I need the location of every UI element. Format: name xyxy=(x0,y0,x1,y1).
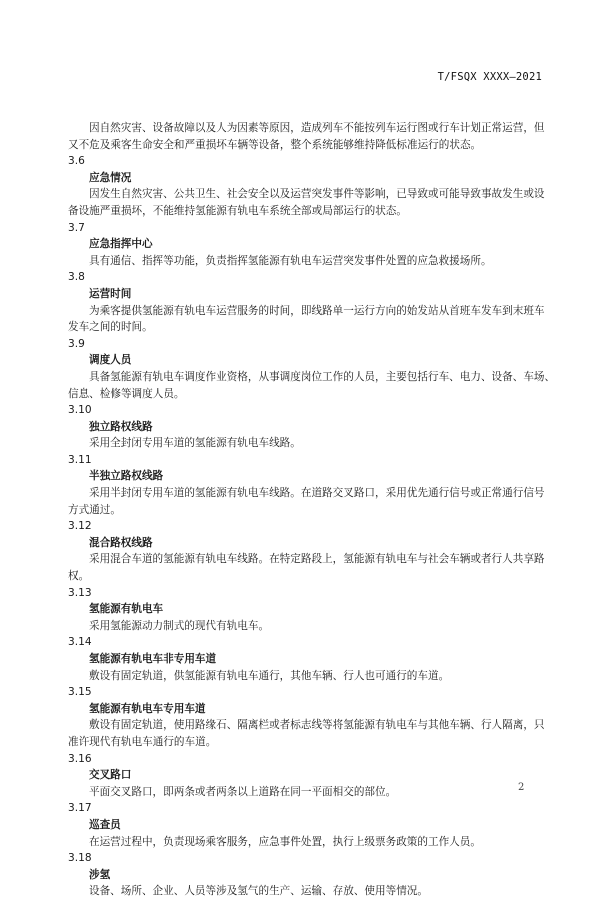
standard-code: T/FSQX XXXX—2021 xyxy=(437,71,542,83)
entry-definition-line: 设备、场所、企业、人员等涉及氢气的生产、运输、存放、使用等情况。 xyxy=(89,885,428,898)
entry-term: 运营时间 xyxy=(89,287,132,300)
entry-term: 交叉路口 xyxy=(89,769,132,782)
entry-number: 3.18 xyxy=(68,852,92,865)
entry-definition-line: 准许现代有轨电车通行的车道。 xyxy=(68,735,217,748)
entry-term: 应急情况 xyxy=(89,171,132,184)
entry-definition-line: 采用半封闭专用车道的氢能源有轨电车线路。在道路交叉路口，采用优先通行信号或正常通行信号 xyxy=(89,487,545,500)
entry-term: 混合路权线路 xyxy=(89,536,153,549)
entry-3-12 xyxy=(68,518,544,584)
entry-definition-line: 敷设有固定轨道，供氢能源有轨电车通行，其他车辆、行人也可通行的车道。 xyxy=(89,669,450,682)
entry-term: 涉氢 xyxy=(89,868,111,881)
entry-definition-line: 具有通信、指挥等功能，负责指挥氢能源有轨电车运营突发事件处置的应急救援场所。 xyxy=(89,254,492,267)
entry-term: 调度人员 xyxy=(89,354,132,367)
entry-term: 半独立路权线路 xyxy=(89,470,164,483)
intro-line: 因自然灾害、设备故障以及人为因素等原因，造成列车不能按列车运行图或行车计划正常运营，但 xyxy=(89,122,545,134)
entry-3-6 xyxy=(68,153,544,219)
entry-definition-line: 为乘客提供氢能源有轨电车运营服务的时间，即线路单一运行方向的始发站从首班车发车到末班车 xyxy=(89,304,545,317)
entry-number: 3.9 xyxy=(68,337,85,350)
entry-term: 氢能源有轨电车专用车道 xyxy=(89,702,206,715)
entry-term: 氢能源有轨电车 xyxy=(89,603,164,616)
entry-number: 3.7 xyxy=(68,221,85,234)
entry-term: 巡查员 xyxy=(89,818,121,831)
entry-number: 3.14 xyxy=(68,636,92,649)
entry-definition-line: 采用混合车道的氢能源有轨电车线路。在特定路段上，氢能源有轨电车与社会车辆或者行人共享路 xyxy=(89,553,545,566)
entry-number: 3.6 xyxy=(68,155,85,168)
entry-definition-line: 发车之间的时间。 xyxy=(68,321,153,334)
entry-term: 独立路权线路 xyxy=(89,420,153,433)
entry-definition-line: 备设施严重损坏，不能维持氢能源有轨电车系统全部或局部运行的状态。 xyxy=(68,204,407,217)
entry-3-10 xyxy=(68,402,544,452)
entry-definition-line: 具备氢能源有轨电车调度作业资格，从事调度岗位工作的人员，主要包括行车、电力、设备、车场、 xyxy=(89,370,556,383)
entry-definition-line: 因发生自然灾害、公共卫生、社会安全以及运营突发事件等影响，已导致或可能导致事故发生或设 xyxy=(89,188,545,201)
entry-definition-line: 采用全封闭专用车道的氢能源有轨电车线路。 xyxy=(89,437,301,450)
entry-number: 3.15 xyxy=(68,686,92,699)
entry-3-14 xyxy=(68,634,544,684)
entry-number: 3.16 xyxy=(68,752,92,765)
entry-number: 3.17 xyxy=(68,802,92,815)
entry-3-7 xyxy=(68,220,544,270)
entry-3-13 xyxy=(68,585,544,635)
entry-definition-line: 方式通过。 xyxy=(68,503,121,516)
page-number: 2 xyxy=(518,782,525,793)
entry-3-16 xyxy=(68,751,544,801)
document-body xyxy=(68,120,556,900)
entry-3-11 xyxy=(68,452,544,518)
entry-definition-line: 敷设有固定轨道，使用路缘石、隔离栏或者标志线等将氢能源有轨电车与其他车辆、行人隔离，只 xyxy=(89,719,545,732)
entry-definition-line: 权。 xyxy=(68,570,90,583)
intro-line: 又不危及乘客生命安全和严重损坏车辆等设备，整个系统能够维持降低标准运行的状态。 xyxy=(68,138,482,151)
entry-3-17 xyxy=(68,800,544,850)
entry-definition-line: 采用氢能源动力制式的现代有轨电车。 xyxy=(89,619,270,632)
entry-number: 3.10 xyxy=(68,404,92,417)
entry-number: 3.13 xyxy=(68,586,92,599)
entry-3-9 xyxy=(68,336,556,402)
entry-3-18 xyxy=(68,850,544,900)
entry-3-8 xyxy=(68,269,544,335)
entry-3-15 xyxy=(68,684,544,750)
entry-number: 3.8 xyxy=(68,271,85,284)
entry-definition-line: 信息、检修等调度人员。 xyxy=(68,387,185,400)
entry-number: 3.12 xyxy=(68,520,92,533)
entry-definition-line: 平面交叉路口，即两条或者两条以上道路在同一平面相交的部位。 xyxy=(89,785,397,798)
entry-term: 应急指挥中心 xyxy=(89,238,153,251)
entry-term: 氢能源有轨电车非专用车道 xyxy=(89,653,217,665)
entry-definition-line: 在运营过程中，负责现场乘客服务，应急事件处置，执行上级票务政策的工作人员。 xyxy=(89,835,481,848)
entry-number: 3.11 xyxy=(68,453,92,466)
